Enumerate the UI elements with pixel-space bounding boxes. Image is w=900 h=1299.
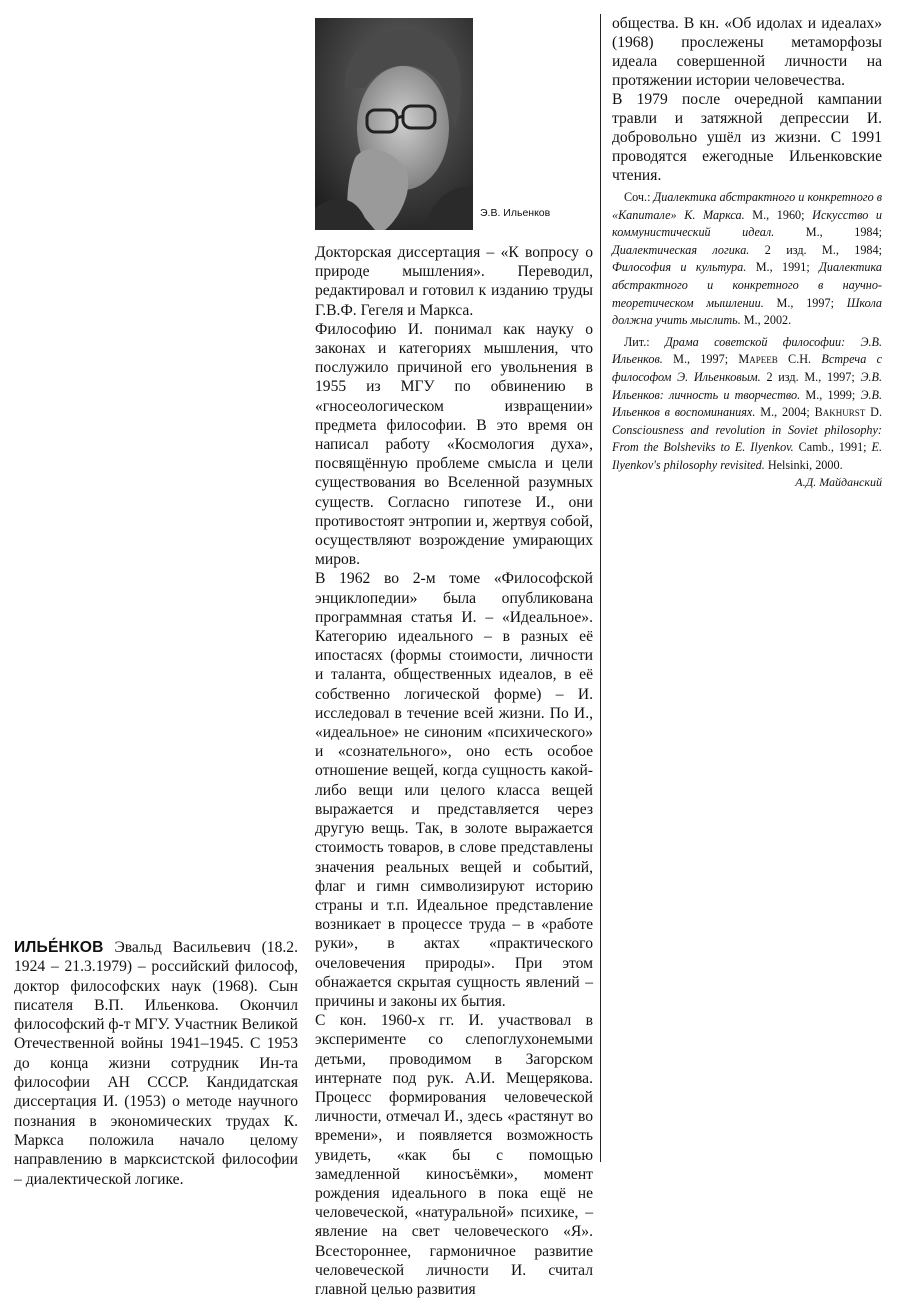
portrait-photo: [315, 18, 473, 230]
lit-title: Встреча с философом Э. Ильенковым.: [612, 352, 883, 384]
entry-paragraph: С кон. 1960-х гг. И. участвовал в эксперименте со слепоглухонемыми детьми, проводимом в Загорском интернате под рук. А.И. Мещерякова. Процесс формирования человеческой личности, отмечал И., здесь «растянут во времени», и появляется возможность увидеть, «как бы с помощью замедленной киносъёмки», момент рождения идеального в пока ещё не человеческой, «натуральной» психике, – явление на свет человеческого «Я». Всестороннее, гармоничное развитие человеческой личности И. считал главной целью развития: [315, 1012, 593, 1298]
lit-title: Э.В. Ильенков: личность и творчество.: [612, 369, 883, 402]
entry-column-3: [612, 14, 882, 492]
portrait-image: [315, 18, 473, 230]
lit-imprint: М., 1997;: [673, 352, 729, 367]
lit-title: E. Ilyenkov's philosophy revisited.: [612, 440, 882, 472]
literature-list: [612, 334, 882, 475]
work-title: Школа должна учить мыслить.: [612, 295, 883, 328]
lit-title: Consciousness and revolution in Soviet philosophy: From the Bolsheviks to E. Ilyenkov.: [612, 422, 882, 455]
work-imprint: М., 1984;: [805, 225, 882, 240]
literature-label: Лит.:: [624, 334, 650, 349]
entry-paragraph: В 1962 во 2-м томе «Философской энциклопедии» была опубликована программная статья И. – «Идеальное». Категорию идеального – в разных её ипостасях (формы стоимости, личности и таланта, общественных идеалов, в её собственно логической форме) – И. исследовал в течение всей жизни. По И., «идеальное» не синоним «психического» и «сознательного», оно есть особое отношение вещей, когда сущность какой-либо вещи или целого класса вещей выражается и представляется через другую вещь. Так, в золоте выражается стоимость товаров, в слове представлены значения реальных вещей и событий, флаг и гимн символизируют историю страны и т.п. Идеальное представление возникает в процессе труда – в «работе руки», в актах «практического очеловечения природы». При этом обнажается скрытая сущность явлений – причины и законы их бытия.: [315, 570, 593, 1010]
lit-imprint: М., 1999;: [805, 387, 856, 402]
works-list: [612, 189, 882, 330]
work-title: Диалектическая логика.: [612, 242, 750, 257]
column-divider: [600, 14, 601, 1162]
lit-author: Мареев С.Н.: [738, 352, 812, 367]
entry-paragraph: В 1979 после очередной кампании травли и затяжной депрессии И. добровольно ушёл из жизни. С 1991 проводятся ежегодные Ильенковские чтения.: [612, 91, 882, 184]
work-title: Философия и культура.: [612, 260, 747, 275]
entry-headword: ИЛЬЕ́НКОВ: [14, 939, 104, 956]
works-label: Соч.:: [624, 190, 651, 204]
entry-column-1: [14, 938, 298, 1189]
work-imprint: М., 1960;: [752, 207, 805, 222]
work-title: Искусство и коммунистический идеал.: [612, 207, 883, 240]
entry-column-2: [315, 243, 593, 1299]
work-title: Диалектика абстрактного и конкретного в научно-теоретическом мышлении.: [612, 260, 882, 310]
lit-title: Э.В. Ильенков в воспоминаниях.: [612, 387, 883, 420]
entry-opening: [14, 938, 298, 1189]
photo-caption: Э.В. Ильенков: [480, 207, 551, 219]
entry-intro-text: Эвальд Васильевич (18.2. 1924 – 21.3.1979) – российский философ, доктор философских наук (1968). Сын писателя В.П. Ильенкова. Окончил философский ф-т МГУ. Участник Великой Отечественной войны 1941–1945. С 1953 до конца жизни сотрудник Ин-та философии АН СССР. Кандидатская диссертация И. (1953) о методе научного познания в экономических трудах К. Маркса положила начало целому направлению в марксистской философии – диалектической логике.: [14, 939, 298, 1188]
lit-title: Драма советской философии: Э.В. Ильенков.: [612, 334, 882, 367]
author-signature: А.Д. Майданский: [795, 474, 882, 489]
lit-author: Bakhurst D.: [814, 405, 882, 420]
work-imprint: М., 1991;: [755, 260, 810, 275]
entry-paragraph: Докторская диссертация – «К вопросу о природе мышления». Переводил, редактировал и готовил к изданию труды Г.В.Ф. Гегеля и Маркса.: [315, 244, 593, 319]
lit-imprint: Helsinki, 2000.: [767, 457, 843, 472]
entry-paragraph: Философию И. понимал как науку о законах и категориях мышления, что послужило причиной его увольнения в 1955 из МГУ по обвинению в «гносеологическом извращении» предмета философии. В это время он написал работу «Космология духа», посвящённую проблеме смысла и цели существования во Вселенной разумных существ. Согласно гипотезе И., они противостоят энтропии и, жертвуя собой, осуществляют возрождение умирающих миров.: [315, 320, 593, 569]
lit-imprint: Camb., 1991;: [798, 440, 867, 455]
entry-paragraph: общества. В кн. «Об идолах и идеалах» (1968) прослежены метаморфозы идеала совершенной личности на протяжении истории человечества.: [612, 15, 882, 89]
work-imprint: М., 1997;: [776, 295, 834, 310]
work-imprint: М., 2002.: [743, 313, 792, 328]
work-title: Диалектика абстрактного и конкретного в «Капитале» К. Маркса.: [612, 190, 882, 222]
lit-imprint: М., 2004;: [760, 405, 810, 420]
lit-imprint: 2 изд. М., 1997;: [766, 369, 855, 384]
work-imprint: 2 изд. М., 1984;: [764, 242, 882, 257]
